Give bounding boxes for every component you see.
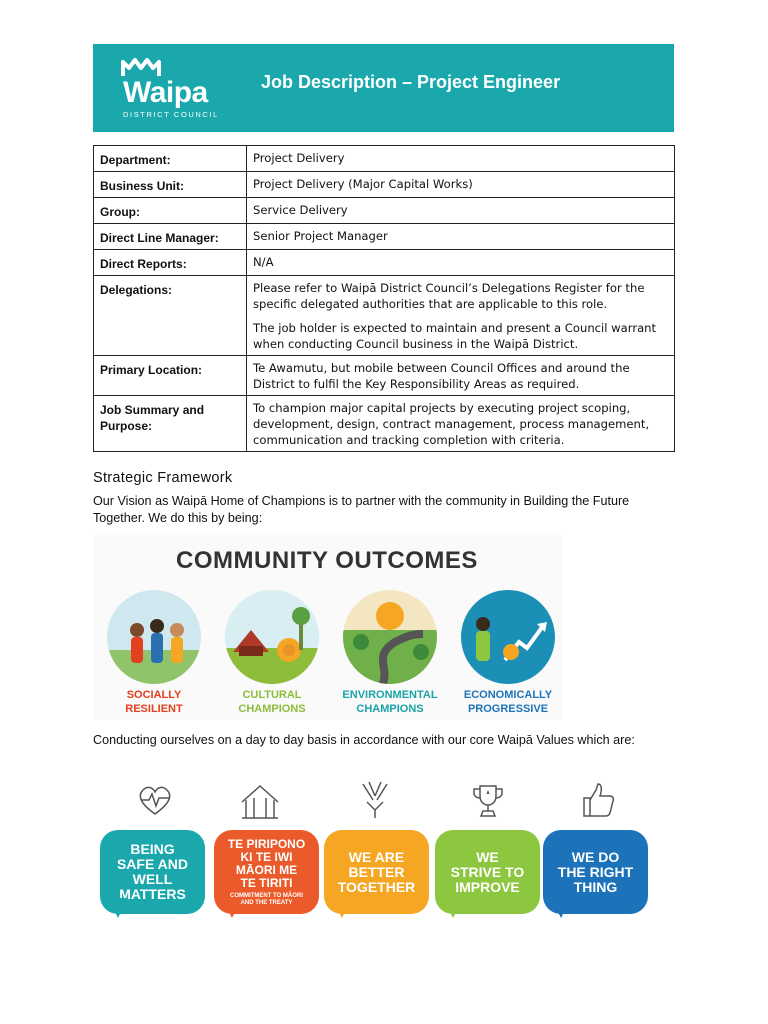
info-row: [94, 250, 675, 276]
values-intro-paragraph: Conducting ourselves on a day to day basis in accordance with our core Waipā Values which are:: [93, 733, 635, 747]
heart-pulse-icon: [135, 780, 175, 820]
outcome-label-line1: SOCIALLY: [126, 689, 182, 701]
info-value-paragraph: Service Delivery: [253, 203, 348, 217]
info-label: Direct Reports:: [94, 250, 247, 276]
outcome-label-line2: CHAMPIONS: [356, 703, 424, 715]
outcome-label-economically-progressive: [443, 688, 573, 716]
info-row: [94, 396, 675, 452]
page-title: Job Description – Project Engineer: [261, 72, 561, 92]
info-value-paragraph: Senior Project Manager: [253, 229, 388, 243]
info-value: [247, 356, 675, 396]
job-info-table: [93, 145, 675, 452]
info-label: Direct Line Manager:: [94, 224, 247, 250]
info-row: [94, 172, 675, 198]
info-label: Business Unit:: [94, 172, 247, 198]
info-value: [247, 146, 675, 172]
value-line: TOGETHER: [337, 878, 416, 895]
logo-text: Waipa: [123, 76, 208, 109]
info-value: [247, 250, 675, 276]
value-line: WELL: [132, 871, 173, 887]
core-values-graphic: [100, 780, 650, 925]
value-line: IMPROVE: [455, 878, 520, 895]
info-value-paragraph: N/A: [253, 255, 274, 269]
value-line: WE: [476, 848, 499, 865]
info-value: [247, 198, 675, 224]
header-banner: [93, 44, 674, 132]
info-value-paragraph: To champion major capital projects by executing project scoping, development, design, contract management, process management, communication and tracking completion with criteria.: [253, 401, 650, 447]
outcome-label-socially-resilient: [89, 688, 219, 716]
vision-paragraph: Our Vision as Waipā Home of Champions is to partner with the community in Building the Future Together. We do this by being:: [93, 494, 630, 525]
info-label: Primary Location:: [94, 356, 247, 396]
info-value-paragraph: The job holder is expected to maintain and present a Council warrant when conducting Council business in the Waipā District.: [253, 321, 657, 351]
value-subtitle: COMMITMENT TO MĀORI AND THE TREATY: [230, 892, 303, 906]
cultural-champions-illustration: [225, 590, 319, 684]
outcome-label-cultural-champions: [207, 688, 337, 716]
value-line: THE RIGHT: [557, 863, 634, 880]
thumbs-up-icon: [578, 780, 618, 820]
value-line: WE ARE: [348, 848, 405, 865]
joined-hands-icon: [355, 780, 395, 820]
info-value: [247, 172, 675, 198]
trophy-icon: [468, 780, 508, 820]
info-label: Group:: [94, 198, 247, 224]
outcome-label-line2: RESILIENT: [125, 703, 183, 715]
logo-subtitle: DISTRICT COUNCIL: [123, 110, 219, 119]
bubble-tail: [108, 898, 128, 918]
info-row: [94, 276, 675, 356]
info-row: [94, 224, 675, 250]
info-label: Department:: [94, 146, 247, 172]
outcome-label-line1: CULTURAL: [242, 689, 302, 701]
value-line: BEING: [130, 841, 175, 857]
outcome-label-line2: PROGRESSIVE: [467, 703, 549, 715]
bubble-tail: [332, 898, 352, 918]
logo-crown-icon: [121, 58, 161, 78]
info-row: [94, 198, 675, 224]
strategic-framework-heading: Strategic Framework: [93, 470, 233, 486]
info-value: [247, 396, 675, 452]
value-line: MĀORI ME: [235, 862, 298, 877]
outcome-label-line1: ENVIRONMENTAL: [342, 689, 438, 701]
value-line: THING: [573, 878, 618, 895]
info-value-paragraph: Please refer to Waipā District Council’s Delegations Register for the specific delegated authorities that are applicable to this role.: [253, 281, 645, 311]
value-line: TE TIRITI: [240, 875, 293, 890]
community-outcomes-title: COMMUNITY OUTCOMES: [176, 547, 478, 574]
info-value: [247, 276, 675, 356]
info-row: [94, 146, 675, 172]
outcome-label-environmental-champions: [325, 688, 455, 716]
bubble-tail: [443, 898, 463, 918]
value-line: WE DO: [571, 848, 620, 865]
meeting-house-icon: [240, 780, 280, 820]
info-row: [94, 356, 675, 396]
value-line: SAFE AND: [116, 856, 189, 872]
bubble-tail: [551, 898, 571, 918]
value-line: BETTER: [348, 863, 405, 880]
economically-progressive-illustration: [461, 590, 555, 684]
outcome-label-line1: ECONOMICALLY: [463, 689, 553, 701]
value-line: STRIVE TO: [450, 863, 525, 880]
outcome-label-line2: CHAMPIONS: [238, 703, 306, 715]
info-label: Delegations:: [94, 276, 247, 356]
bubble-tail: [222, 898, 242, 918]
value-line: KI TE IWI: [240, 849, 293, 864]
info-value-paragraph: Project Delivery (Major Capital Works): [253, 177, 473, 191]
socially-resilient-illustration: [107, 590, 201, 684]
info-value-paragraph: Te Awamutu, but mobile between Council Offices and around the District to fulfil the Key Responsibility Areas as required.: [253, 361, 630, 391]
value-line: TE PIRIPONO: [227, 836, 306, 851]
value-line: MATTERS: [119, 886, 186, 902]
environmental-champions-illustration: [343, 590, 437, 684]
info-label: Job Summary and Purpose:: [94, 396, 247, 452]
info-value-paragraph: Project Delivery: [253, 151, 345, 165]
community-outcomes-graphic: [93, 535, 563, 720]
waipa-logo: [117, 58, 222, 118]
info-value: [247, 224, 675, 250]
